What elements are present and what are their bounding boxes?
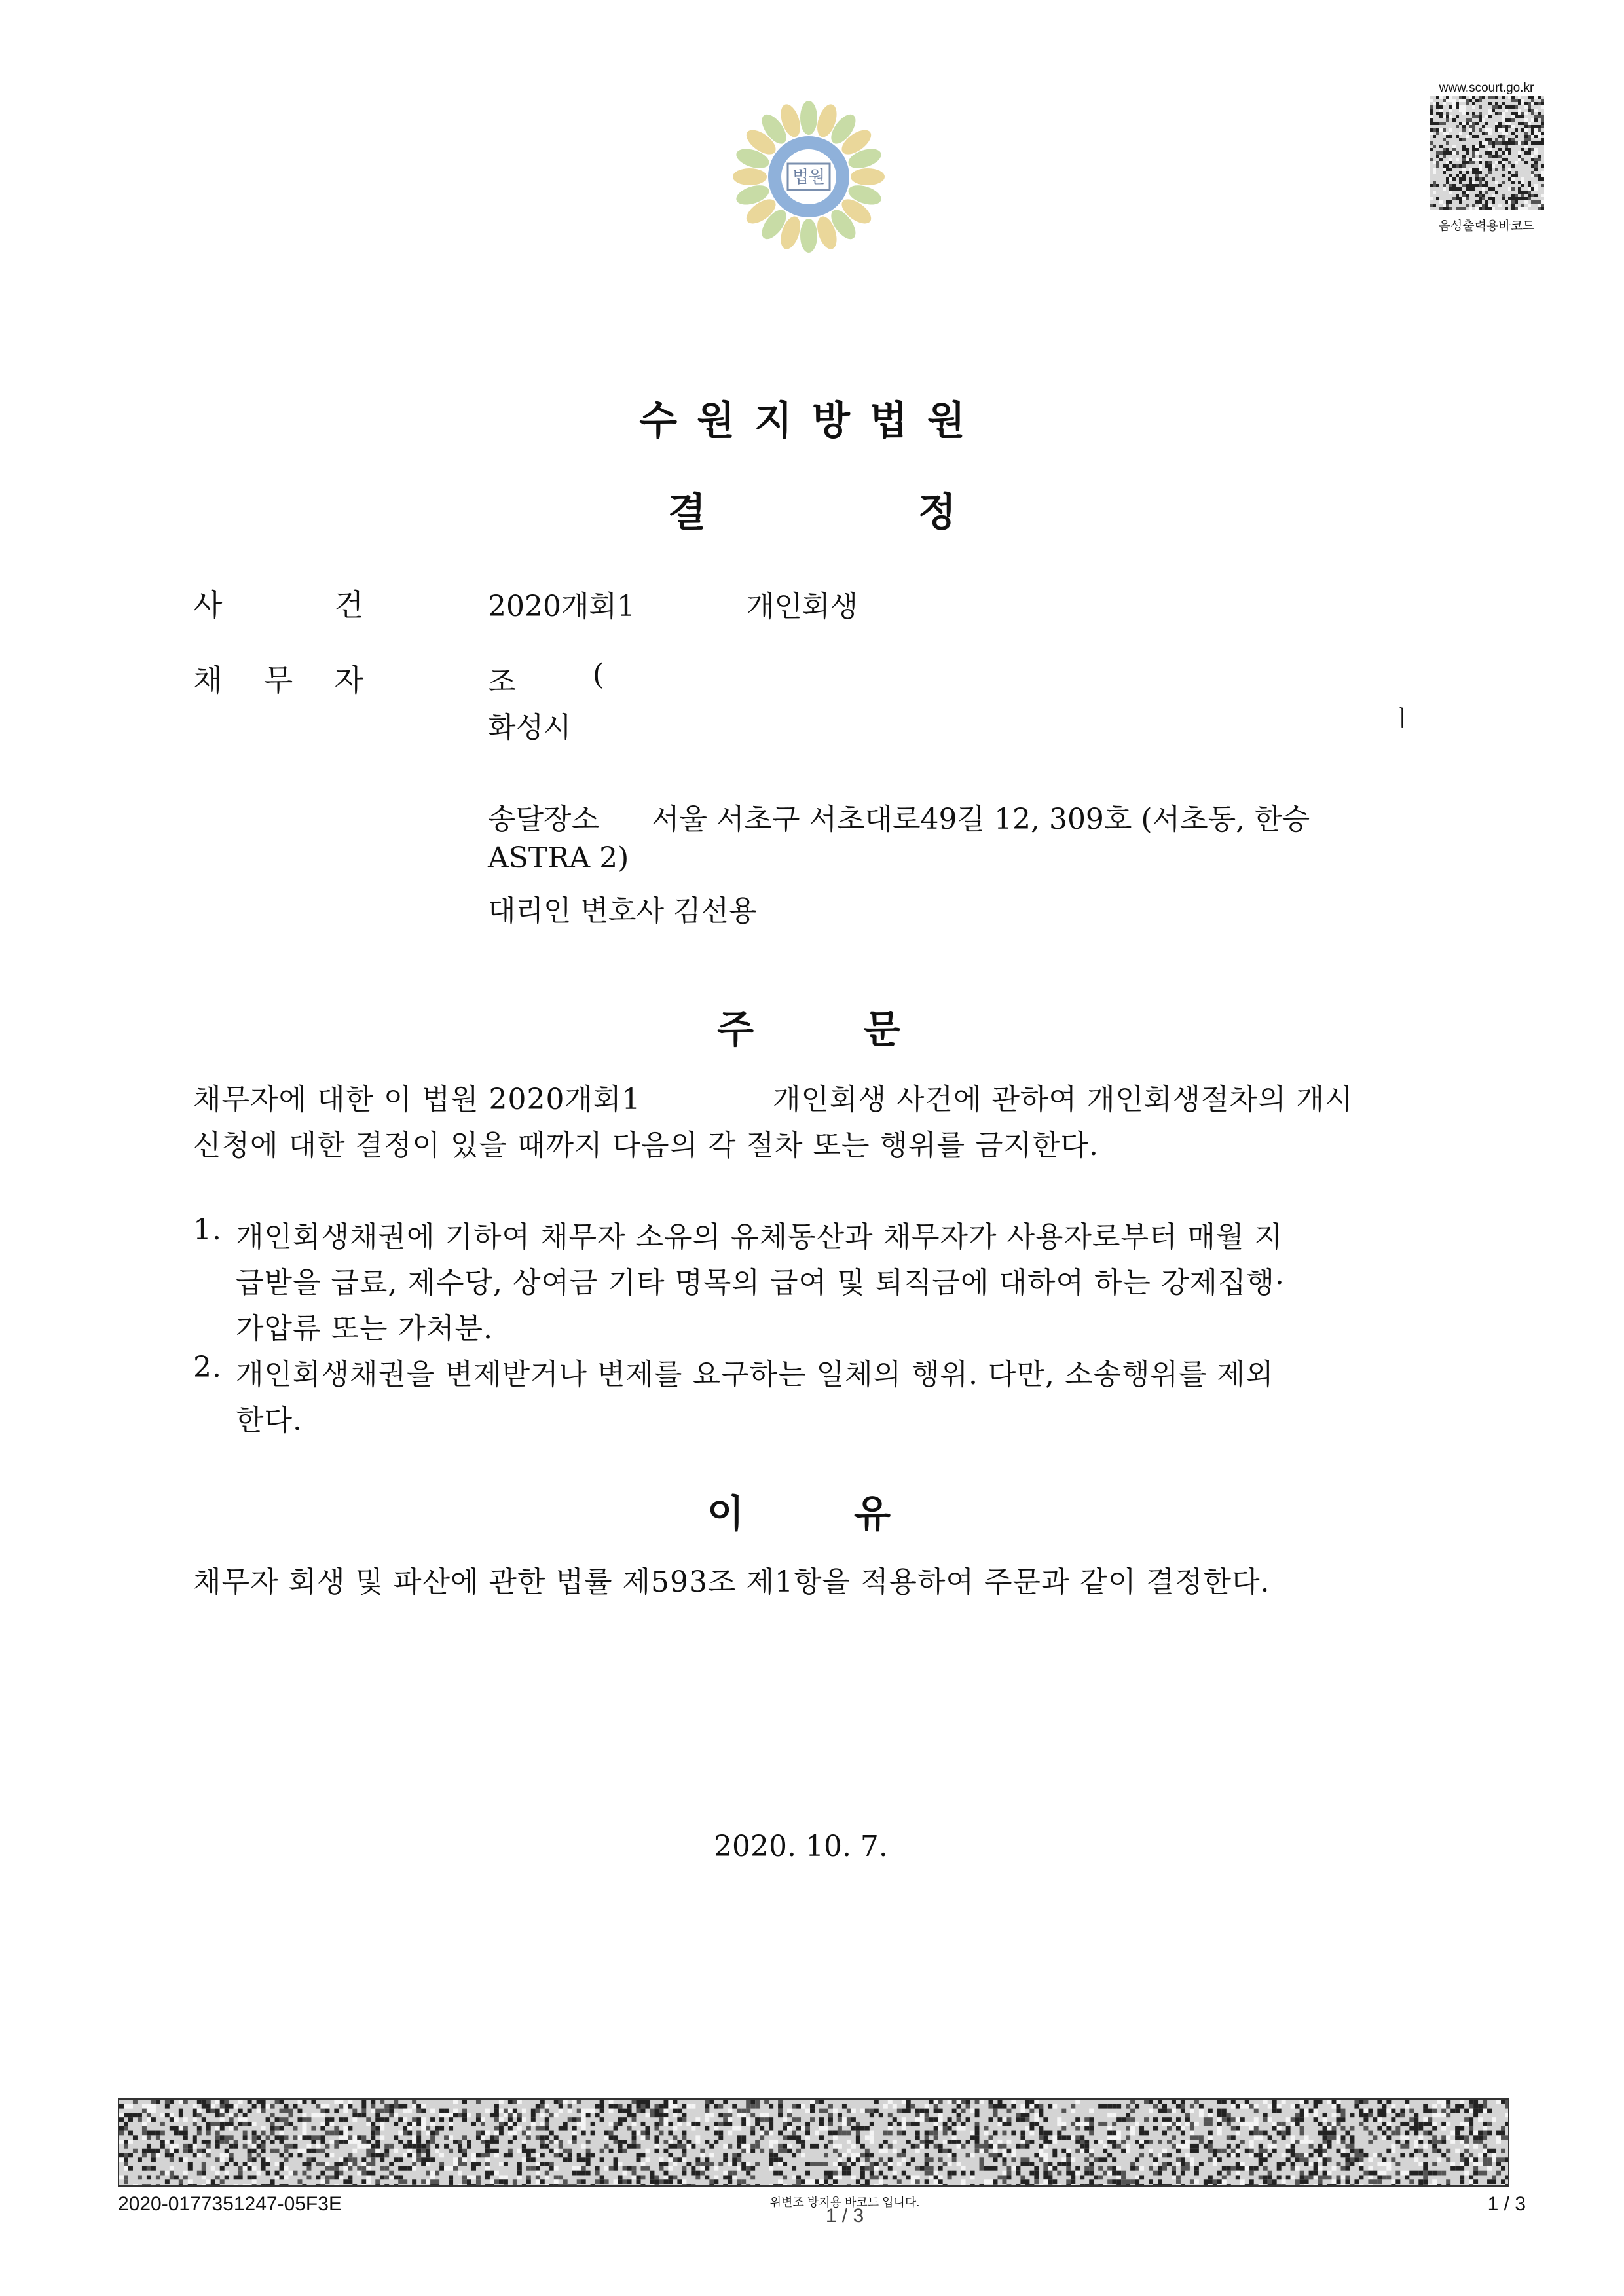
order-item-line: 개인회생채권에 기하여 채무자 소유의 유체동산과 채무자가 사용자로부터 매월 지 [236, 1220, 1283, 1254]
order-item-number: 2. [193, 1351, 222, 1384]
heading-char: 이 [707, 1491, 745, 1536]
order-intro-line2: 신청에 대한 결정이 있을 때까지 다음의 각 절차 또는 행위를 금지한다. [193, 1129, 1099, 1162]
anti-forgery-note: 위변조 방지용 바코드 입니다. [769, 2196, 920, 2209]
label-char: 건 [334, 587, 363, 623]
service-address-line2: ASTRA 2) [488, 841, 629, 875]
label-char: 자 [334, 663, 363, 698]
heading-char: 주 [717, 1007, 754, 1051]
debtor-address: 화성시 [488, 711, 572, 744]
reason-text: 채무자 회생 및 파산에 관한 법률 제593조 제1항을 적용하여 주문과 같이 결정한다. [193, 1565, 1270, 1599]
reason-heading [707, 1483, 891, 1538]
case-type: 개인회생 [747, 590, 858, 623]
document-id: 2020-0177351247-05F3E [118, 2193, 342, 2215]
document-title [668, 481, 956, 538]
case-label [193, 581, 363, 625]
label-char: 채 [193, 663, 223, 698]
debtor-name: 조 [488, 665, 516, 699]
order-item-line: 가압류 또는 가처분. [236, 1312, 493, 1345]
order-item-number: 1. [193, 1213, 222, 1247]
page-number-center: 1 / 3 [825, 2205, 864, 2227]
agent: 대리인 변호사 김선용 [488, 894, 757, 928]
page-number-right: 1 / 3 [1487, 2193, 1526, 2215]
order-intro-b: 개인회생 사건에 관하여 개인회생절차의 개시 [773, 1083, 1354, 1116]
order-item-line: 개인회생채권을 변제받거나 변제를 요구하는 일체의 행위. 다만, 소송행위를 제외 [236, 1358, 1274, 1391]
heading-char: 문 [863, 1007, 900, 1051]
label-char: 사 [193, 587, 223, 623]
anti-forgery-barcode [118, 2098, 1509, 2187]
voice-output-barcode [1430, 96, 1544, 210]
court-name: 수원지방법원 [639, 398, 985, 444]
court-seal-logo [730, 98, 887, 255]
decision-date: 2020. 10. 7. [714, 1830, 888, 1863]
seal-text: 법원 [792, 168, 826, 187]
order-heading [717, 998, 900, 1053]
debtor-paren: ( [593, 658, 604, 691]
order-item-line: 한다. [236, 1404, 303, 1437]
scourt-url: www.scourt.go.kr [1439, 81, 1534, 95]
debtor-address-tail: ㅣ [1392, 706, 1413, 732]
barcode-caption: 음성출력용바코드 [1438, 219, 1535, 233]
label-char: 무 [263, 663, 293, 698]
service-label: 송달장소 [488, 803, 600, 836]
title-part: 정 [918, 490, 956, 536]
order-item-line: 급받을 급료, 제수당, 상여금 기타 명목의 급여 및 퇴직금에 대하여 하는 강제집행· [236, 1266, 1285, 1300]
title-part: 결 [668, 490, 706, 536]
case-number: 2020개회1 [488, 590, 635, 623]
order-intro-a: 채무자에 대한 이 법원 2020개회1 [193, 1083, 641, 1116]
debtor-label [193, 657, 363, 700]
service-address-line1: 서울 서초구 서초대로49길 12, 309호 (서초동, 한승 [652, 803, 1310, 836]
heading-char: 유 [853, 1491, 891, 1536]
